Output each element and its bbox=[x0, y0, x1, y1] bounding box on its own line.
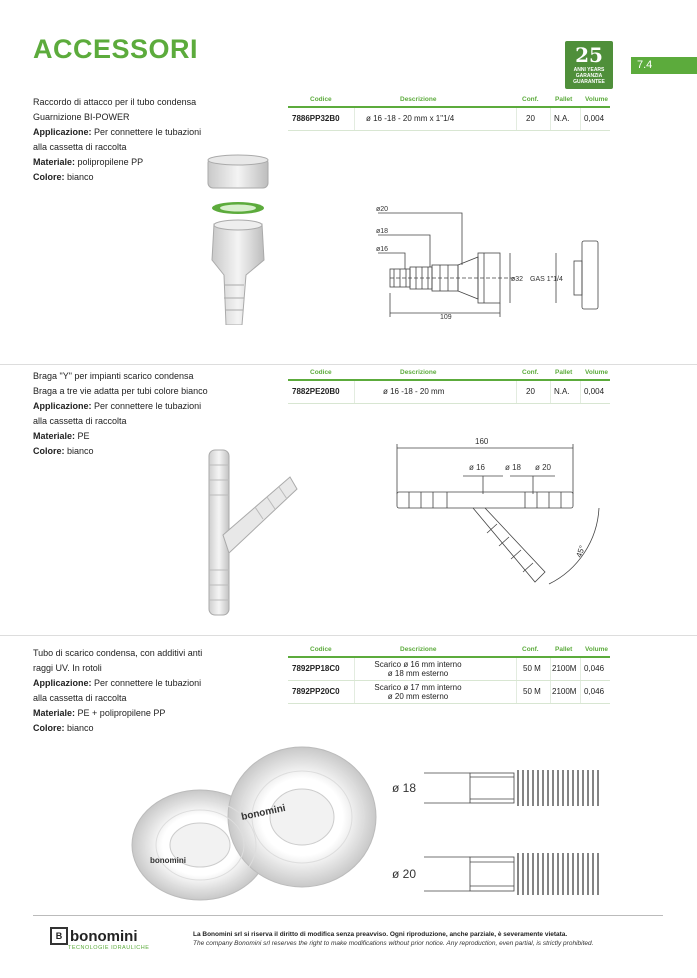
product-1-drawing bbox=[370, 205, 615, 320]
header-description: Descrizione bbox=[400, 646, 437, 653]
row-description-line2: ø 20 mm esterno bbox=[387, 692, 449, 701]
warranty-badge bbox=[565, 41, 613, 89]
header-code: Codice bbox=[310, 646, 332, 653]
footer-divider bbox=[33, 915, 663, 916]
header-conf: Conf. bbox=[522, 96, 539, 103]
table-row bbox=[288, 108, 610, 131]
desc-line: Raccordo di attacco per il tubo condensa bbox=[33, 97, 197, 107]
logo-mark-icon: B bbox=[50, 927, 68, 945]
product-3-drawing bbox=[390, 765, 605, 900]
row-conf: 50 M bbox=[523, 664, 541, 673]
section-number: 7.4 bbox=[631, 57, 697, 74]
desc-line: Braga a tre vie adatta per tubi colore bianco bbox=[33, 386, 208, 396]
material bbox=[33, 429, 233, 444]
row-pallet: 2100M bbox=[552, 664, 577, 673]
application-text-2: alla cassetta di raccolta bbox=[33, 416, 127, 426]
color-text: bianco bbox=[67, 446, 94, 456]
footer-logo bbox=[50, 927, 149, 951]
material-text: polipropilene PP bbox=[77, 157, 144, 167]
row-pallet: 2100M bbox=[552, 687, 577, 696]
warranty-line3: GUARANTEE bbox=[573, 79, 605, 85]
desc-line: Braga "Y" per impianti scarico condensa bbox=[33, 371, 194, 381]
material-text: PE + polipropilene PP bbox=[77, 708, 166, 718]
product-3-table bbox=[288, 646, 610, 704]
dim-d32: ø32 bbox=[511, 276, 524, 283]
dim-d18: ø 18 bbox=[505, 463, 522, 472]
application-text: Per connettere le tubazioni bbox=[94, 127, 202, 137]
color-text: bianco bbox=[67, 723, 94, 733]
warranty-line1: ANNI YEARS bbox=[573, 67, 605, 73]
header-description: Descrizione bbox=[400, 96, 437, 103]
row-code: 7892PP20C0 bbox=[292, 687, 340, 696]
dim-angle: 45° bbox=[574, 544, 588, 559]
row-description-line2: ø 18 mm esterno bbox=[387, 669, 449, 678]
application-text-2: alla cassetta di raccolta bbox=[33, 142, 127, 152]
material-label: Materiale: bbox=[33, 157, 76, 167]
header-code: Codice bbox=[310, 369, 332, 376]
color-text: bianco bbox=[67, 172, 94, 182]
row-pallet: N.A. bbox=[554, 387, 570, 396]
application-label: Applicazione: bbox=[33, 127, 92, 137]
legal-en: The company Bonomini srl reserves the right to make modifications without prior notice. Any reproduction, even partial, is strictly prohibited. bbox=[193, 940, 594, 947]
row-code: 7892PP18C0 bbox=[292, 664, 340, 673]
application bbox=[33, 676, 233, 691]
section-divider bbox=[0, 635, 697, 636]
table-row bbox=[288, 681, 610, 704]
desc-line: Guarnizione BI-POWER bbox=[33, 112, 130, 122]
page-title: ACCESSORI bbox=[33, 34, 199, 64]
material-label: Materiale: bbox=[33, 708, 76, 718]
dim-d20: ø 20 bbox=[535, 463, 552, 472]
application-label: Applicazione: bbox=[33, 401, 92, 411]
header-conf: Conf. bbox=[522, 646, 539, 653]
row-volume: 0,046 bbox=[584, 687, 605, 696]
material-text: PE bbox=[77, 431, 90, 441]
row-volume: 0,004 bbox=[584, 114, 605, 123]
legal-it: La Bonomini srl si riserva il diritto di modifica senza preavviso. Ogni riproduzione, anche parziale, è severamente vietata. bbox=[193, 931, 568, 938]
product-2-drawing bbox=[385, 432, 610, 597]
dim-d20: ø20 bbox=[376, 206, 389, 213]
header-volume: Volume bbox=[585, 369, 608, 376]
table-header bbox=[288, 96, 610, 108]
material bbox=[33, 706, 233, 721]
table-header bbox=[288, 646, 610, 658]
row-code: 7886PP32B0 bbox=[292, 114, 340, 123]
product-3-photo bbox=[130, 735, 380, 905]
color-label: Colore: bbox=[33, 723, 65, 733]
application-text: Per connettere le tubazioni bbox=[94, 401, 202, 411]
row-volume: 0,046 bbox=[584, 664, 605, 673]
product-3-description bbox=[33, 646, 233, 736]
product-1-photo bbox=[190, 150, 290, 325]
header-volume: Volume bbox=[585, 646, 608, 653]
row-description: ø 16 -18 - 20 mm bbox=[383, 387, 445, 396]
table-row bbox=[288, 658, 610, 681]
header-pallet: Pallet bbox=[555, 96, 573, 103]
dim-d16: ø16 bbox=[376, 246, 389, 253]
logo-subtitle: TECNOLOGIE IDRAULICHE bbox=[68, 945, 150, 952]
material-label: Materiale: bbox=[33, 431, 76, 441]
product-2-photo bbox=[195, 445, 305, 620]
color bbox=[33, 721, 233, 736]
application-text: Per connettere le tubazioni bbox=[94, 678, 202, 688]
header-pallet: Pallet bbox=[555, 369, 573, 376]
desc-line: raggi UV. In rotoli bbox=[33, 663, 102, 673]
row-code: 7882PE20B0 bbox=[292, 387, 340, 396]
application bbox=[33, 125, 233, 140]
header-code: Codice bbox=[310, 96, 332, 103]
row-conf: 20 bbox=[526, 387, 535, 396]
roll-brand: bonomini bbox=[150, 856, 186, 865]
table-header bbox=[288, 369, 610, 381]
row-description-line1: Scarico ø 16 mm interno bbox=[374, 660, 462, 669]
row-pallet: N.A. bbox=[554, 114, 570, 123]
dim-length: 109 bbox=[440, 314, 452, 320]
product-1-table bbox=[288, 96, 610, 131]
header-volume: Volume bbox=[585, 96, 608, 103]
header-conf: Conf. bbox=[522, 369, 539, 376]
dim-length: 160 bbox=[475, 437, 489, 446]
row-description-line1: Scarico ø 17 mm interno bbox=[374, 683, 462, 692]
header-pallet: Pallet bbox=[555, 646, 573, 653]
section-divider bbox=[0, 364, 697, 365]
warranty-years: 25 bbox=[575, 43, 603, 67]
color-label: Colore: bbox=[33, 172, 65, 182]
header-description: Descrizione bbox=[400, 369, 437, 376]
row-description bbox=[368, 683, 468, 701]
desc-line: Tubo di scarico condensa, con additivi anti bbox=[33, 648, 203, 658]
application-label: Applicazione: bbox=[33, 678, 92, 688]
dim-d18: ø 18 bbox=[392, 781, 417, 795]
row-conf: 50 M bbox=[523, 687, 541, 696]
roll-brand: bonomini bbox=[240, 802, 287, 823]
product-2-table bbox=[288, 369, 610, 404]
legal-notice bbox=[193, 930, 593, 948]
dim-gas: GAS 1"1/4 bbox=[530, 276, 563, 283]
row-conf: 20 bbox=[526, 114, 535, 123]
row-description bbox=[368, 660, 468, 678]
dim-d18: ø18 bbox=[376, 228, 389, 235]
dim-d20: ø 20 bbox=[392, 867, 417, 881]
row-volume: 0,004 bbox=[584, 387, 605, 396]
table-row bbox=[288, 381, 610, 404]
application-text-2: alla cassetta di raccolta bbox=[33, 693, 127, 703]
application bbox=[33, 399, 233, 414]
warranty-line2: GARANZIA bbox=[575, 73, 603, 79]
row-description: ø 16 -18 - 20 mm x 1"1/4 bbox=[366, 114, 455, 123]
logo-name: bonomini bbox=[70, 927, 138, 945]
dim-d16: ø 16 bbox=[469, 463, 486, 472]
color-label: Colore: bbox=[33, 446, 65, 456]
